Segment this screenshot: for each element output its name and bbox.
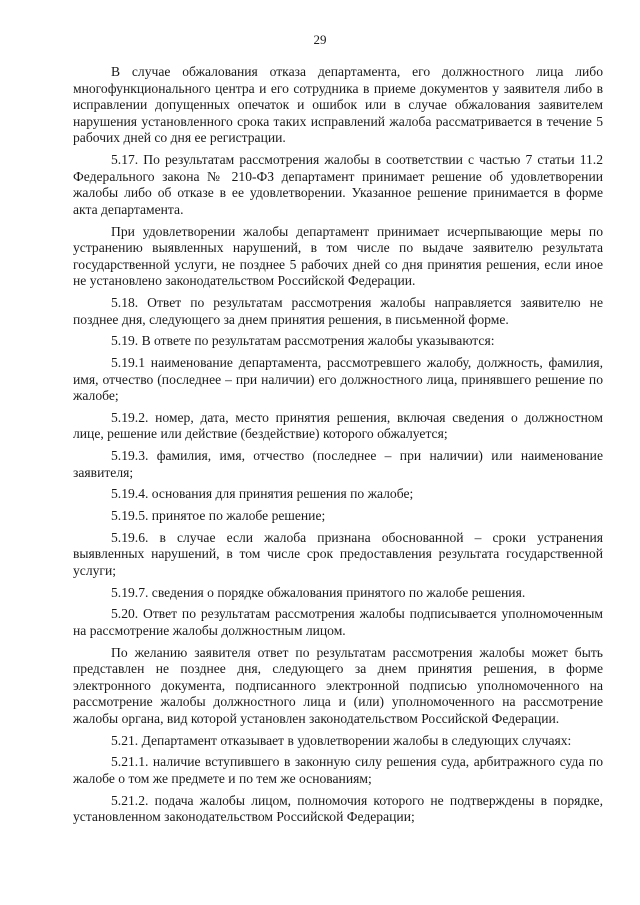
paragraph-complaint-refusal: В случае обжалования отказа департамента, его должностного лица либо многофункционального центра и его сотрудника в приеме документов у заявителя либо в исправлении допущенных опечаток и ошибок или в случае обжалования заявителем нарушения установленного срока таких исправлений жалоба рассматривается в течение 5 рабочих дней со дня ее регистрации. bbox=[73, 64, 603, 146]
paragraph-5-21-2: 5.21.2. подача жалобы лицом, полномочия которого не подтверждены в порядке, установленном законодательством Российской Федерации; bbox=[73, 792, 603, 825]
paragraph-5-19-6: 5.19.6. в случае если жалоба признана обоснованной – сроки устранения выявленных нарушений, в том числе срок предоставления результата государственной услуги; bbox=[73, 529, 603, 578]
paragraph-5-18: 5.18. Ответ по результатам рассмотрения жалобы направляется заявителю не позднее дня, следующего за днем принятия решения, в письменной форме. bbox=[73, 295, 603, 327]
paragraph-5-21-1: 5.21.1. наличие вступившего в законную силу решения суда, арбитражного суда по жалобе о том же предмете и по тем же основаниям; bbox=[73, 754, 603, 786]
paragraph-5-20: 5.20. Ответ по результатам рассмотрения жалобы подписывается уполномоченным на рассмотрение жалобы должностным лицом. bbox=[73, 606, 603, 638]
paragraph-5-21: 5.21. Департамент отказывает в удовлетворении жалобы в следующих случаях: bbox=[111, 732, 572, 748]
document-body bbox=[73, 64, 603, 826]
paragraph-electronic-response: По желанию заявителя ответ по результатам рассмотрения жалобы может быть представлен не позднее дня, следующего за днем принятия решения, в форме электронного документа, подписанного электронной подписью уполномоченного на рассмотрение жалобы должностного лица и (или) уполномоченного на рассмотрение жалобы органа, вид которой установлен законодательством Российской Федерации. bbox=[73, 644, 603, 726]
page-number: 29 bbox=[313, 32, 327, 47]
paragraph-5-19-4: 5.19.4. основания для принятия решения по жалобе; bbox=[111, 486, 414, 502]
paragraph-5-19-2: 5.19.2. номер, дата, место принятия решения, включая сведения о должностном лице, решение или действие (бездействие) которого обжалуется; bbox=[73, 409, 603, 442]
paragraph-satisfaction-measures: При удовлетворении жалобы департамент принимает исчерпывающие меры по устранению выявленных нарушений, в том числе по выдаче заявителю результата государственной услуги, не позднее 5 рабочих дней со дня принятия решения, если иное не установлено законодательством Российской Федерации. bbox=[73, 223, 603, 289]
paragraph-5-17: 5.17. По результатам рассмотрения жалобы в соответствии с частью 7 статьи 11.2 Федерального закона № 210-ФЗ департамент принимает решение об удовлетворении жалобы либо об отказе в ее удовлетворении. Указанное решение принимается в форме акта департамента. bbox=[73, 152, 603, 217]
paragraph-5-19-7: 5.19.7. сведения о порядке обжалования принятого по жалобе решения. bbox=[111, 584, 526, 600]
paragraph-5-19-1: 5.19.1 наименование департамента, рассмотревшего жалобу, должность, фамилия, имя, отчество (последнее – при наличии) его должностного лица, принявшего решение по жалобе; bbox=[73, 354, 603, 404]
paragraph-5-19-3: 5.19.3. фамилия, имя, отчество (последнее – при наличии) или наименование заявителя; bbox=[73, 448, 603, 480]
paragraph-5-19: 5.19. В ответе по результатам рассмотрения жалобы указываются: bbox=[111, 333, 495, 349]
paragraph-5-19-5: 5.19.5. принятое по жалобе решение; bbox=[111, 508, 326, 524]
